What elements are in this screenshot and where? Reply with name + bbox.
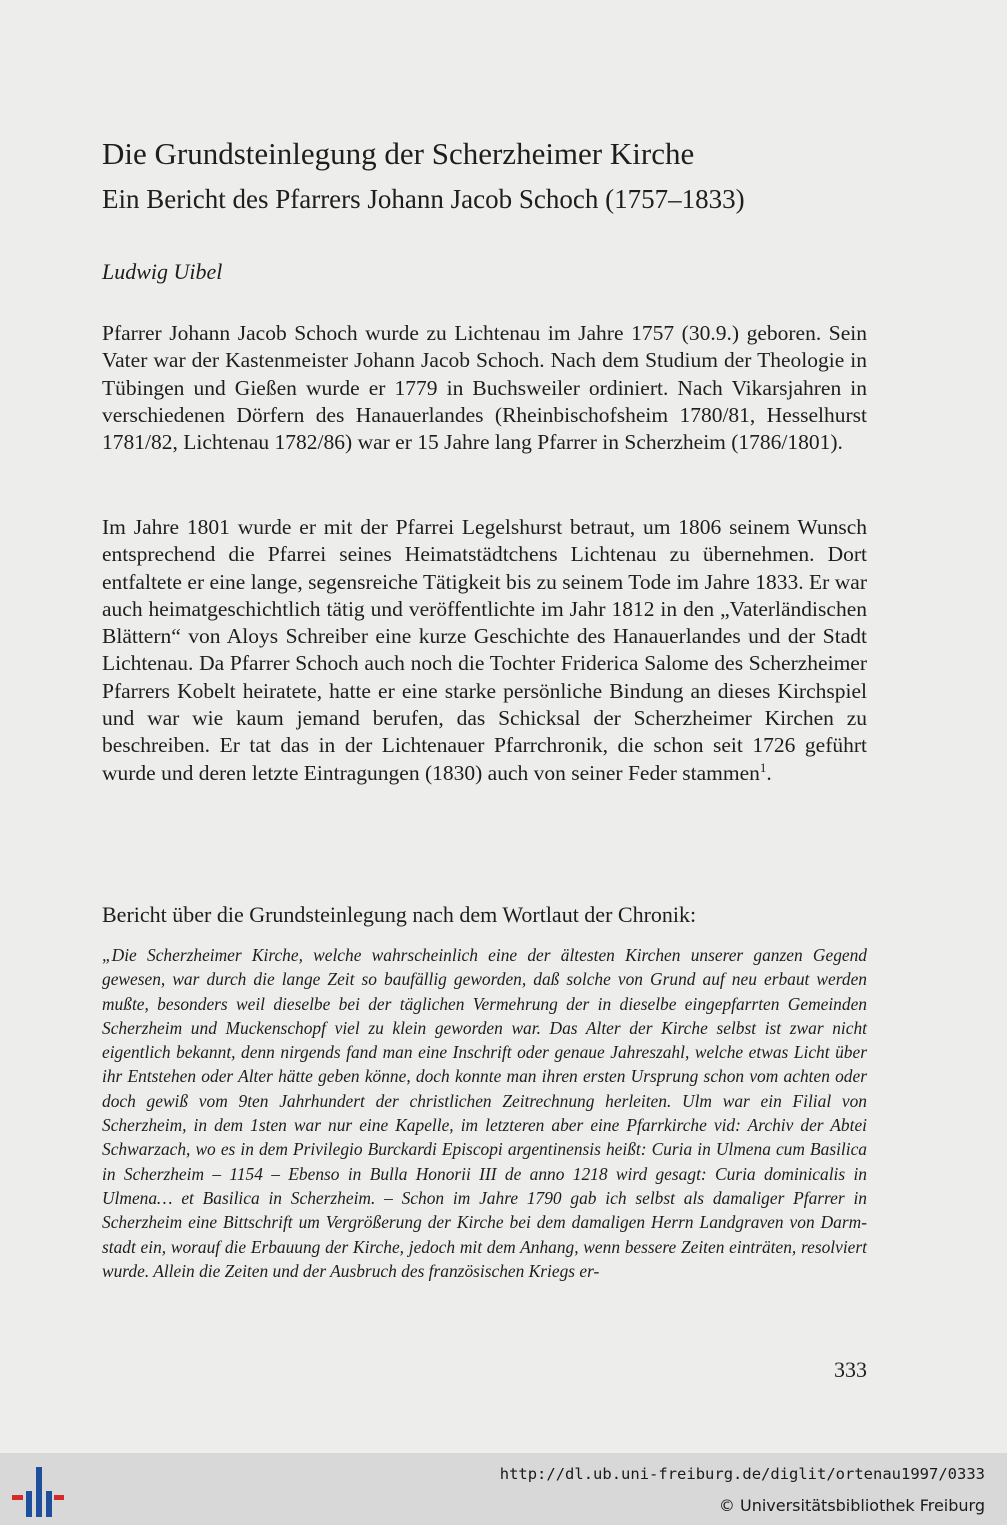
chronicle-quote: „Die Scherzheimer Kirche, welche wahrscheinlich eine der ältesten Kirchen unserer ganzen Gegend gewesen, war durch die lange Zeit so baufällig geworden, daß solche von Grund auf neu erbaut werden mußte, besonders weil dieselbe bei der täglichen Vermehrung der in dieselbe eingepfarrten Gemeinden Scherzheim und Muckenschopf viel zu klein geworden war. Das Alter der Kirche selbst ist zwar nicht eigentlich bekannt, denn nirgends fand man eine Inschrift oder genaue Jahreszahl, welche etwas Licht über ihr Entstehen oder Alter hätte geben könne, doch konnte man ihren ersten Ursprung schon vom achten oder doch gewiß vom 9ten Jahrhundert der christlichen Zeitrechnung herleiten. Ulm war ein Filial von Scherzheim, in dem 1sten war nur eine Kapelle, im letzteren aber eine Pfarrkirche vid: Archiv der Abtei Schwarzach, wo es in dem Privilegio Burckardi Episcopi argentinensis heißt: Curia in Ulmena cum Basilica in Scherzheim – 1154 – Ebenso in Bulla Honorii III de anno 1218 wird gesagt: Curia dominicalis in Ulmena… et Basilica in Scherzheim. – Schon im Jahre 1790 gab ich selbst als damaliger Pfarrer in Scherzheim eine Bittschrift um Vergrößerung der Kirche bei dem damaligen Herrn Landgraven von Darmstadt ein, worauf die Erbauung der Kirche, jedoch mit dem Anhang, wenn bessere Zeiten einträten, resolviert wurde. Allein die Zeiten und der Ausbruch des französischen Kriegs er- — [102, 945, 867, 1281]
section-heading: Bericht über die Grundsteinlegung nach dem Wortlaut der Chronik: — [102, 902, 697, 927]
footnote-reference[interactable]: 1 — [759, 759, 767, 775]
logo-graphic — [12, 1467, 64, 1517]
body-paragraph-2-text: Im Jahre 1801 wurde er mit der Pfarrei Legelshurst betraut, um 1806 seinem Wunsch entsprechend die Pfarrei seines Heimatstädtchens Lichtenau zu übernehmen. Dort entfaltete er eine lange, segensreiche Tätigkeit bis zu seinem Tode im Jahre 1833. Er war auch heimatgeschichtlich tätig und veröffentlichte im Jahr 1812 in den „Vaterländischen Blättern“ von Aloys Schreiber eine kurze Geschichte des Hanauerlandes und der Stadt Lichtenau. Da Pfarrer Schoch auch noch die Tochter Friderica Salome des Scherzheimer Pfarrers Kobelt heiratete, hatte er eine starke persönliche Bindung an dieses Kirchspiel und war wie kaum jemand berufen, das Schicksal der Scherzheimer Kirchen zu beschreiben. Er tat das in der Lichtenauer Pfarrchronik, die schon seit 1726 geführt wurde und deren letzte Eintragungen (1830) auch von seiner Feder stammen — [102, 515, 867, 785]
permalink-url[interactable]: http://dl.ub.uni-freiburg.de/diglit/ortenau1997/0333 — [499, 1465, 985, 1483]
article-title: Die Grundsteinlegung der Scherzheimer Kirche — [102, 136, 695, 171]
page-number: 333 — [834, 1357, 867, 1382]
author-name: Ludwig Uibel — [102, 259, 223, 284]
body-paragraph-1: Pfarrer Johann Jacob Schoch wurde zu Lichtenau im Jahre 1757 (30.9.) geboren. Sein Vater war der Kastenmeister Johann Jacob Schoch. Nach dem Studium der Theologie in Tübingen und Gießen wurde er 1779 in Buchsweiler ordiniert. Nach Vikarsjahren in verschiedenen Dörfern des Hanauerlandes (Rheinbischofsheim 1780/81, Hesselhurst 1781/82, Lichtenau 1782/86) war er 15 Jahre lang Pfarrer in Scherzheim (1786/1801). — [102, 321, 867, 455]
viewer-footer — [0, 1453, 1007, 1525]
ub-freiburg-logo-icon[interactable] — [12, 1467, 64, 1517]
article-subtitle: Ein Bericht des Pfarrers Johann Jacob Schoch (1757–1833) — [102, 184, 745, 214]
copyright-notice: © Universitätsbibliothek Freiburg — [718, 1496, 985, 1515]
body-paragraph-2-end: . — [766, 760, 772, 785]
body-paragraph-2 — [102, 514, 867, 787]
